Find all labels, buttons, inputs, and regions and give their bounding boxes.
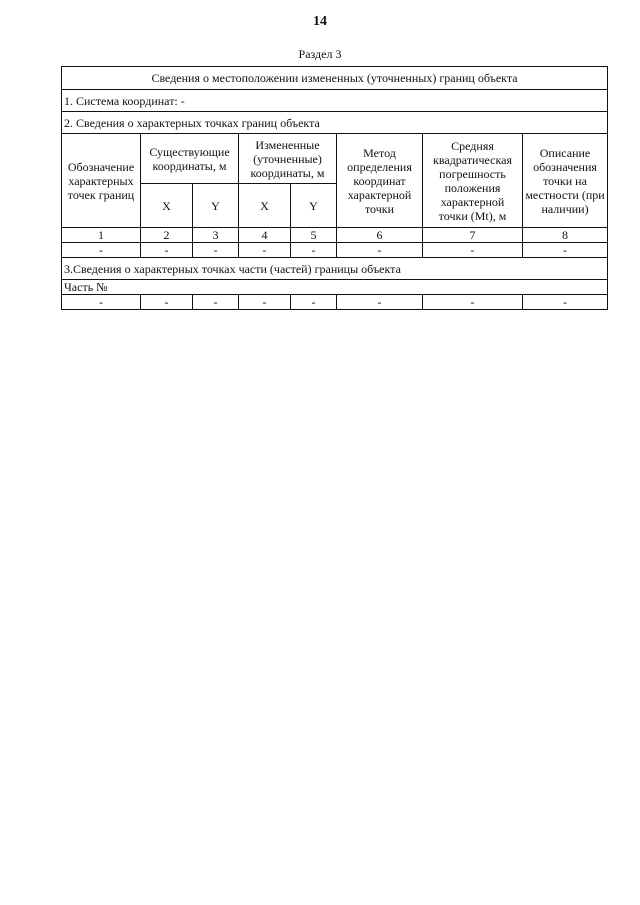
header-existing: Существующие координаты, м bbox=[141, 134, 239, 184]
table-cell: - bbox=[523, 295, 608, 310]
table-cell: - bbox=[141, 243, 193, 258]
parts-heading: 3.Сведения о характерных точках части (частей) границы объекта bbox=[62, 258, 608, 280]
table-cell: - bbox=[423, 295, 523, 310]
table-title: Сведения о местоположении измененных (уточненных) границ объекта bbox=[62, 67, 608, 90]
header-y-existing: Y bbox=[193, 184, 239, 228]
table-cell: - bbox=[291, 243, 337, 258]
section-label: Раздел 3 bbox=[298, 47, 342, 61]
header-designation: Обозначение характерных точек границ bbox=[62, 134, 141, 228]
page-number: 14 bbox=[313, 14, 327, 29]
table-cell: - bbox=[239, 295, 291, 310]
header-x-existing: X bbox=[141, 184, 193, 228]
header-description: Описание обозначения точки на местности (при наличии) bbox=[523, 134, 608, 228]
column-number: 6 bbox=[337, 228, 423, 243]
parts-data-row bbox=[62, 295, 608, 310]
table-cell: - bbox=[193, 295, 239, 310]
table-cell: - bbox=[337, 243, 423, 258]
header-changed: Измененные (уточненные) координаты, м bbox=[239, 134, 337, 184]
column-number: 4 bbox=[239, 228, 291, 243]
column-number: 3 bbox=[193, 228, 239, 243]
table-cell: - bbox=[193, 243, 239, 258]
table-cell: - bbox=[62, 243, 141, 258]
points-data-row bbox=[62, 243, 608, 258]
column-number: 8 bbox=[523, 228, 608, 243]
table-cell: - bbox=[239, 243, 291, 258]
header-x-changed: X bbox=[239, 184, 291, 228]
column-number: 2 bbox=[141, 228, 193, 243]
coord-system: 1. Система координат: - bbox=[62, 90, 608, 112]
boundary-table bbox=[61, 66, 608, 310]
table-cell: - bbox=[62, 295, 141, 310]
table-cell: - bbox=[291, 295, 337, 310]
column-number: 7 bbox=[423, 228, 523, 243]
table-cell: - bbox=[423, 243, 523, 258]
points-heading: 2. Сведения о характерных точках границ объекта bbox=[62, 112, 608, 134]
part-label: Часть № bbox=[62, 280, 608, 295]
table-cell: - bbox=[141, 295, 193, 310]
table-cell: - bbox=[337, 295, 423, 310]
table-cell: - bbox=[523, 243, 608, 258]
header-y-changed: Y bbox=[291, 184, 337, 228]
header-error: Средняя квадратическая погрешность положения характерной точки (Mt), м bbox=[423, 134, 523, 228]
header-method: Метод определения координат характерной точки bbox=[337, 134, 423, 228]
column-number: 5 bbox=[291, 228, 337, 243]
column-number: 1 bbox=[62, 228, 141, 243]
column-numbers-row bbox=[62, 228, 608, 243]
